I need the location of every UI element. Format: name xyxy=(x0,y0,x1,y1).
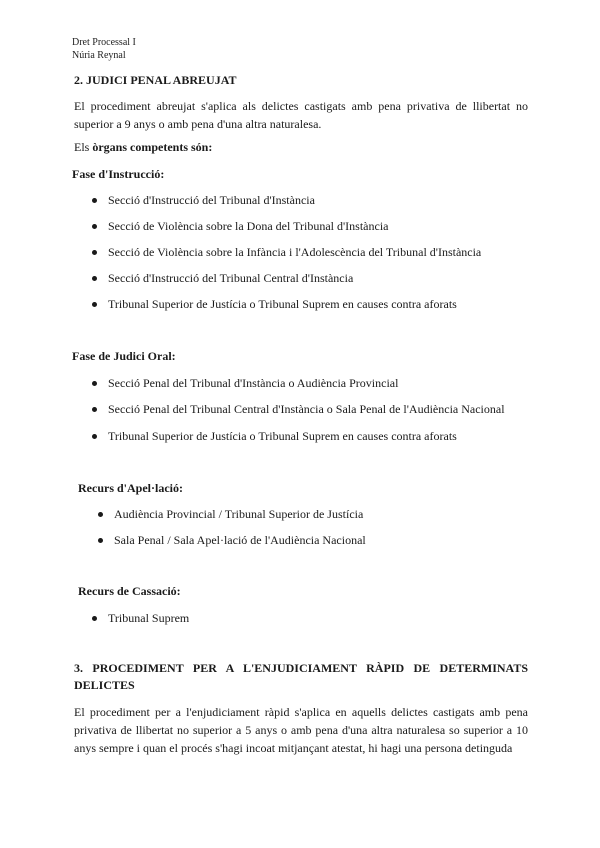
bullet-icon xyxy=(92,250,97,255)
list-item: Secció d'Instrucció del Tribunal d'Instància xyxy=(108,193,315,207)
bullet-icon xyxy=(92,407,97,412)
organs-bold: òrgans competents són: xyxy=(92,140,213,154)
list-item: Audiència Provincial / Tribunal Superior de Justícia xyxy=(114,507,364,521)
list-item: Secció Penal del Tribunal Central d'Instància o Sala Penal de l'Audiència Nacional xyxy=(108,402,505,416)
list-item: Tribunal Superior de Justícia o Tribunal Suprem en causes contra aforats xyxy=(108,297,457,311)
bullet-icon xyxy=(92,302,97,307)
section-3-title-cont: DELICTES xyxy=(74,678,135,692)
bullet-icon xyxy=(92,381,97,386)
section-3-body: El procediment per a l'enjudiciament ràpid s'aplica en aquells delictes castigats amb pena privativa de llibertat no superior a 5 anys o amb pena d'una altra naturalesa so superior a 10 anys sempre i quan el procés s'hagi incoat mitjançant atestat, hi hagi una persona detinguda xyxy=(74,705,528,755)
bullet-icon xyxy=(92,224,97,229)
header-author: Núria Reynal xyxy=(72,50,126,61)
list-item: Secció Penal del Tribunal d'Instància o Audiència Provincial xyxy=(108,376,399,390)
section-2-intro: El procediment abreujat s'aplica als delictes castigats amb pena privativa de llibertat no superior a 9 anys o amb pena d'una altra naturalesa. xyxy=(74,99,528,131)
bullet-icon xyxy=(92,616,97,621)
apelacio-heading: Recurs d'Apel·lació: xyxy=(78,481,183,495)
bullet-icon xyxy=(92,198,97,203)
header-course: Dret Processal I xyxy=(72,37,136,48)
list-item: Sala Penal / Sala Apel·lació de l'Audiència Nacional xyxy=(114,533,366,547)
organs-prefix: Els xyxy=(74,140,93,154)
list-item: Secció d'Instrucció del Tribunal Central d'Instància xyxy=(108,271,354,285)
list-item: Secció de Violència sobre la Infància i l'Adolescència del Tribunal d'Instància xyxy=(108,245,482,259)
bullet-icon xyxy=(98,512,103,517)
bullet-icon xyxy=(92,276,97,281)
cassacio-heading: Recurs de Cassació: xyxy=(78,584,181,598)
judici-oral-heading: Fase de Judici Oral: xyxy=(72,349,176,363)
list-item: Tribunal Suprem xyxy=(108,611,190,625)
section-2-title: 2. JUDICI PENAL ABREUJAT xyxy=(74,73,237,87)
instruccio-heading: Fase d'Instrucció: xyxy=(72,167,165,181)
organs-line xyxy=(74,140,212,155)
list-item: Tribunal Superior de Justícia o Tribunal Suprem en causes contra aforats xyxy=(108,429,457,443)
section-3-title: 3. PROCEDIMENT PER A L'ENJUDICIAMENT RÀPID DE DETERMINATS xyxy=(74,661,528,675)
bullet-icon xyxy=(92,434,97,439)
list-item: Secció de Violència sobre la Dona del Tribunal d'Instància xyxy=(108,219,389,233)
bullet-icon xyxy=(98,538,103,543)
